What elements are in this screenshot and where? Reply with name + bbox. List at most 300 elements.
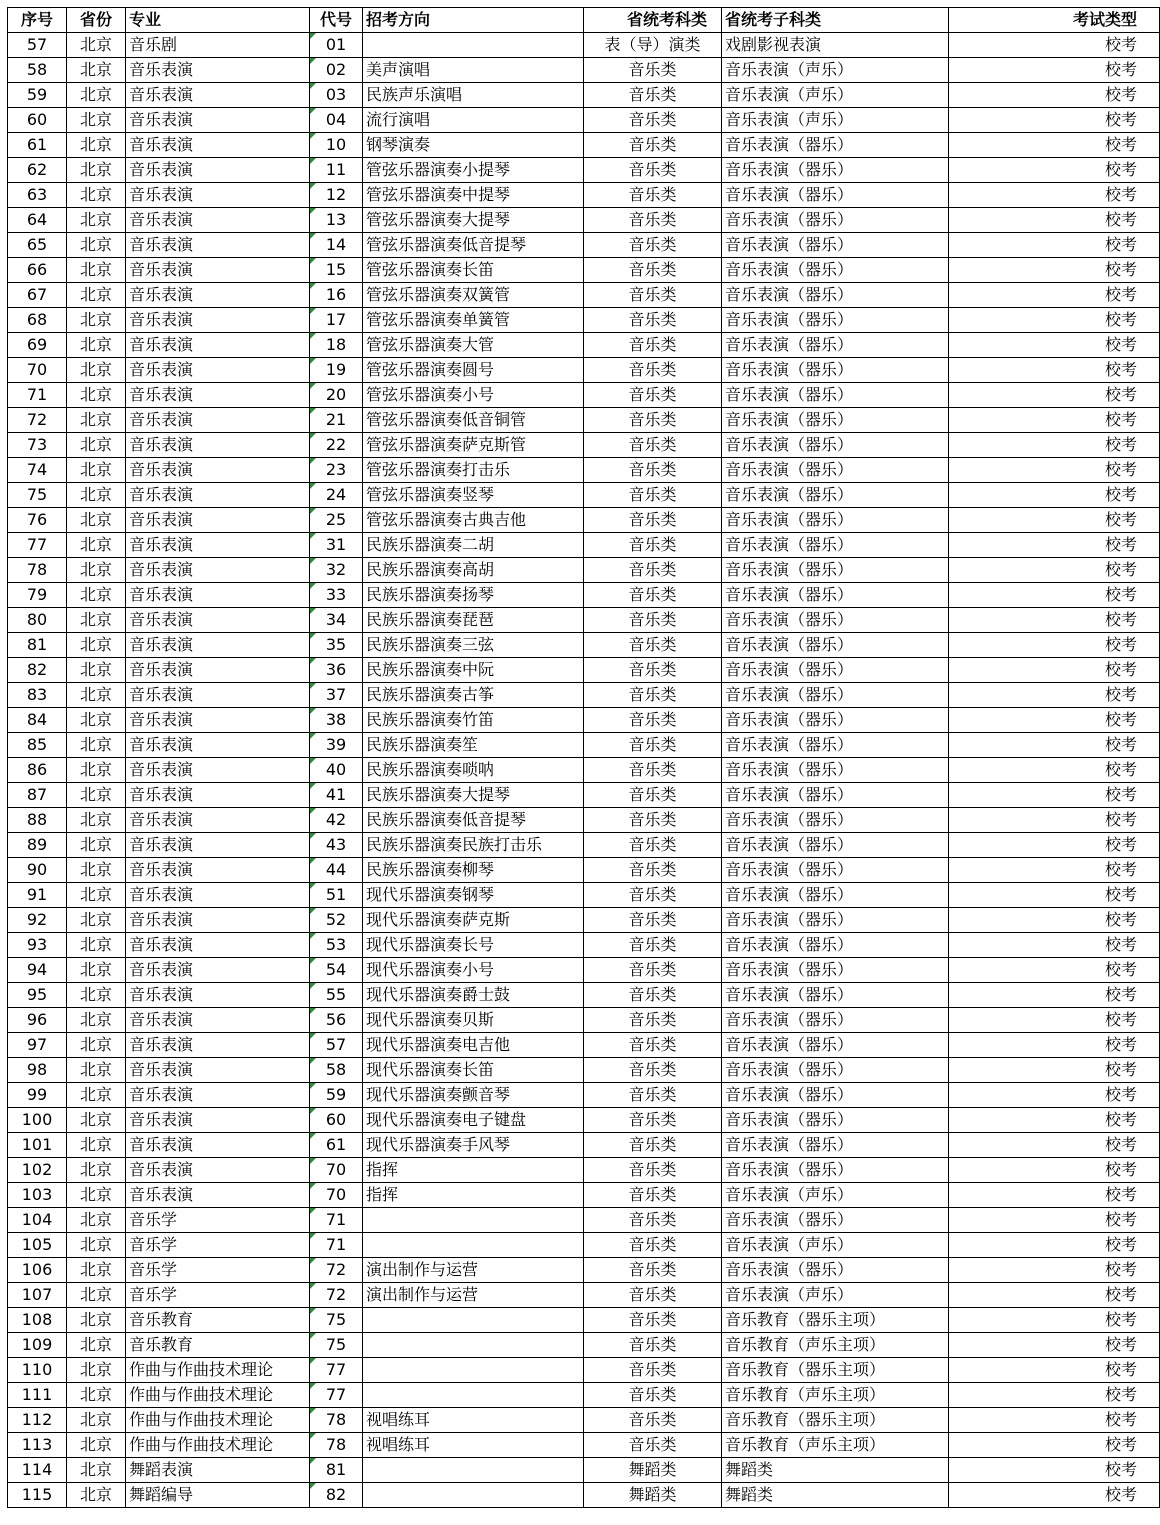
cell-subcategory: 音乐表演（声乐） [722, 83, 949, 108]
cell-category: 音乐类 [584, 958, 722, 983]
cell-code: 44 [310, 858, 363, 883]
cell-province: 北京 [67, 1483, 126, 1508]
cell-province: 北京 [67, 1408, 126, 1433]
cell-subcategory: 音乐教育（声乐主项） [722, 1333, 949, 1358]
cell-exam-type: 校考 [949, 158, 1160, 183]
cell-code: 39 [310, 733, 363, 758]
cell-category: 音乐类 [584, 983, 722, 1008]
cell-province: 北京 [67, 1083, 126, 1108]
table-row [8, 658, 1160, 683]
cell-exam-type: 校考 [949, 1333, 1160, 1358]
header-major: 专业 [126, 8, 310, 33]
cell-index: 100 [8, 1108, 67, 1133]
cell-index: 109 [8, 1333, 67, 1358]
cell-direction: 民族乐器演奏柳琴 [363, 858, 584, 883]
admissions-table [7, 7, 1160, 1508]
cell-category: 音乐类 [584, 108, 722, 133]
cell-direction: 民族乐器演奏三弦 [363, 633, 584, 658]
cell-major: 音乐教育 [126, 1308, 310, 1333]
cell-subcategory: 音乐表演（器乐） [722, 633, 949, 658]
table-row [8, 558, 1160, 583]
cell-subcategory: 音乐表演（声乐） [722, 58, 949, 83]
cell-subcategory: 音乐表演（器乐） [722, 133, 949, 158]
cell-code: 01 [310, 33, 363, 58]
cell-category: 音乐类 [584, 733, 722, 758]
cell-code: 54 [310, 958, 363, 983]
cell-major: 音乐表演 [126, 283, 310, 308]
table-row [8, 808, 1160, 833]
cell-province: 北京 [67, 1108, 126, 1133]
cell-exam-type: 校考 [949, 733, 1160, 758]
table-row [8, 458, 1160, 483]
cell-subcategory: 舞蹈类 [722, 1458, 949, 1483]
cell-province: 北京 [67, 1283, 126, 1308]
cell-subcategory: 音乐教育（器乐主项） [722, 1358, 949, 1383]
cell-index: 76 [8, 508, 67, 533]
cell-code: 04 [310, 108, 363, 133]
cell-code: 14 [310, 233, 363, 258]
cell-major: 音乐表演 [126, 583, 310, 608]
table-row [8, 258, 1160, 283]
cell-code: 77 [310, 1383, 363, 1408]
cell-index: 98 [8, 1058, 67, 1083]
cell-major: 音乐学 [126, 1283, 310, 1308]
header-exam-type: 考试类型 [949, 8, 1160, 33]
cell-subcategory: 音乐表演（声乐） [722, 1283, 949, 1308]
cell-province: 北京 [67, 33, 126, 58]
cell-category: 音乐类 [584, 258, 722, 283]
cell-exam-type: 校考 [949, 1258, 1160, 1283]
cell-direction: 管弦乐器演奏双簧管 [363, 283, 584, 308]
table-row [8, 1233, 1160, 1258]
cell-province: 北京 [67, 208, 126, 233]
cell-code: 36 [310, 658, 363, 683]
cell-direction: 现代乐器演奏贝斯 [363, 1008, 584, 1033]
table-row [8, 108, 1160, 133]
cell-province: 北京 [67, 508, 126, 533]
cell-direction: 现代乐器演奏长号 [363, 933, 584, 958]
cell-province: 北京 [67, 583, 126, 608]
cell-subcategory: 音乐表演（器乐） [722, 283, 949, 308]
cell-category: 音乐类 [584, 633, 722, 658]
cell-exam-type: 校考 [949, 308, 1160, 333]
cell-index: 104 [8, 1208, 67, 1233]
table-row [8, 1408, 1160, 1433]
cell-major: 音乐表演 [126, 733, 310, 758]
cell-direction: 民族乐器演奏中阮 [363, 658, 584, 683]
cell-exam-type: 校考 [949, 508, 1160, 533]
cell-index: 62 [8, 158, 67, 183]
cell-code: 53 [310, 933, 363, 958]
cell-code: 81 [310, 1458, 363, 1483]
table-row [8, 733, 1160, 758]
cell-category: 音乐类 [584, 158, 722, 183]
table-row [8, 1483, 1160, 1508]
cell-code: 52 [310, 908, 363, 933]
cell-direction: 民族乐器演奏唢呐 [363, 758, 584, 783]
cell-code: 72 [310, 1283, 363, 1308]
cell-index: 67 [8, 283, 67, 308]
cell-category: 音乐类 [584, 383, 722, 408]
table-row [8, 683, 1160, 708]
cell-province: 北京 [67, 483, 126, 508]
cell-subcategory: 音乐表演（声乐） [722, 108, 949, 133]
cell-province: 北京 [67, 258, 126, 283]
cell-category: 音乐类 [584, 1258, 722, 1283]
cell-exam-type: 校考 [949, 1408, 1160, 1433]
cell-major: 音乐表演 [126, 1158, 310, 1183]
cell-exam-type: 校考 [949, 233, 1160, 258]
cell-exam-type: 校考 [949, 283, 1160, 308]
cell-subcategory: 音乐表演（器乐） [722, 658, 949, 683]
cell-major: 音乐表演 [126, 1108, 310, 1133]
cell-subcategory: 音乐表演（器乐） [722, 533, 949, 558]
cell-subcategory: 音乐表演（器乐） [722, 158, 949, 183]
cell-subcategory: 戏剧影视表演 [722, 33, 949, 58]
cell-exam-type: 校考 [949, 1133, 1160, 1158]
cell-major: 音乐表演 [126, 958, 310, 983]
cell-index: 87 [8, 783, 67, 808]
cell-province: 北京 [67, 433, 126, 458]
cell-index: 75 [8, 483, 67, 508]
cell-code: 78 [310, 1408, 363, 1433]
cell-direction: 视唱练耳 [363, 1433, 584, 1458]
table-row [8, 958, 1160, 983]
cell-index: 97 [8, 1033, 67, 1058]
cell-direction: 演出制作与运营 [363, 1258, 584, 1283]
cell-direction: 现代乐器演奏钢琴 [363, 883, 584, 908]
cell-subcategory: 音乐表演（器乐） [722, 1033, 949, 1058]
cell-index: 99 [8, 1083, 67, 1108]
cell-code: 35 [310, 633, 363, 658]
cell-category: 音乐类 [584, 408, 722, 433]
cell-exam-type: 校考 [949, 983, 1160, 1008]
cell-category: 音乐类 [584, 1358, 722, 1383]
table-row [8, 83, 1160, 108]
table-row [8, 608, 1160, 633]
cell-index: 95 [8, 983, 67, 1008]
cell-code: 71 [310, 1208, 363, 1233]
cell-major: 音乐表演 [126, 708, 310, 733]
cell-major: 音乐表演 [126, 1133, 310, 1158]
cell-exam-type: 校考 [949, 33, 1160, 58]
cell-exam-type: 校考 [949, 1033, 1160, 1058]
cell-major: 音乐表演 [126, 883, 310, 908]
table-row [8, 158, 1160, 183]
cell-index: 60 [8, 108, 67, 133]
cell-major: 作曲与作曲技术理论 [126, 1383, 310, 1408]
cell-category: 音乐类 [584, 183, 722, 208]
cell-exam-type: 校考 [949, 1358, 1160, 1383]
cell-major: 音乐表演 [126, 658, 310, 683]
cell-direction: 民族声乐演唱 [363, 83, 584, 108]
cell-major: 音乐表演 [126, 633, 310, 658]
cell-direction: 民族乐器演奏笙 [363, 733, 584, 758]
cell-direction [363, 1333, 584, 1358]
cell-index: 106 [8, 1258, 67, 1283]
cell-index: 84 [8, 708, 67, 733]
cell-province: 北京 [67, 958, 126, 983]
cell-direction: 管弦乐器演奏单簧管 [363, 308, 584, 333]
cell-category: 音乐类 [584, 308, 722, 333]
cell-index: 65 [8, 233, 67, 258]
table-row [8, 908, 1160, 933]
cell-subcategory: 音乐教育（器乐主项） [722, 1408, 949, 1433]
cell-code: 11 [310, 158, 363, 183]
table-row [8, 1333, 1160, 1358]
cell-code: 41 [310, 783, 363, 808]
cell-code: 24 [310, 483, 363, 508]
table-row [8, 1158, 1160, 1183]
cell-province: 北京 [67, 933, 126, 958]
cell-code: 31 [310, 533, 363, 558]
cell-major: 音乐表演 [126, 358, 310, 383]
cell-exam-type: 校考 [949, 183, 1160, 208]
cell-subcategory: 音乐表演（器乐） [722, 583, 949, 608]
cell-major: 音乐学 [126, 1208, 310, 1233]
cell-direction: 管弦乐器演奏打击乐 [363, 458, 584, 483]
cell-subcategory: 音乐表演（器乐） [722, 233, 949, 258]
cell-code: 58 [310, 1058, 363, 1083]
header-subcategory: 省统考子科类 [722, 8, 949, 33]
cell-index: 80 [8, 608, 67, 633]
cell-province: 北京 [67, 558, 126, 583]
cell-code: 78 [310, 1433, 363, 1458]
cell-major: 音乐表演 [126, 133, 310, 158]
cell-category: 音乐类 [584, 58, 722, 83]
cell-exam-type: 校考 [949, 1058, 1160, 1083]
cell-exam-type: 校考 [949, 758, 1160, 783]
cell-subcategory: 音乐表演（器乐） [722, 1108, 949, 1133]
cell-category: 音乐类 [584, 233, 722, 258]
cell-province: 北京 [67, 1358, 126, 1383]
cell-subcategory: 音乐表演（器乐） [722, 208, 949, 233]
cell-province: 北京 [67, 458, 126, 483]
cell-category: 音乐类 [584, 508, 722, 533]
cell-category: 音乐类 [584, 708, 722, 733]
cell-major: 音乐表演 [126, 508, 310, 533]
cell-direction: 现代乐器演奏小号 [363, 958, 584, 983]
cell-direction: 管弦乐器演奏长笛 [363, 258, 584, 283]
cell-subcategory: 音乐表演（器乐） [722, 1058, 949, 1083]
cell-major: 音乐表演 [126, 683, 310, 708]
cell-subcategory: 音乐表演（器乐） [722, 858, 949, 883]
cell-direction [363, 1308, 584, 1333]
cell-province: 北京 [67, 708, 126, 733]
cell-major: 音乐表演 [126, 783, 310, 808]
cell-major: 作曲与作曲技术理论 [126, 1433, 310, 1458]
cell-code: 82 [310, 1483, 363, 1508]
cell-category: 音乐类 [584, 1008, 722, 1033]
table-row [8, 1208, 1160, 1233]
table-row [8, 533, 1160, 558]
cell-category: 音乐类 [584, 858, 722, 883]
table-row [8, 133, 1160, 158]
cell-major: 音乐表演 [126, 1183, 310, 1208]
table-row [8, 1283, 1160, 1308]
cell-code: 40 [310, 758, 363, 783]
cell-subcategory: 音乐表演（器乐） [722, 1258, 949, 1283]
cell-major: 音乐表演 [126, 258, 310, 283]
cell-exam-type: 校考 [949, 58, 1160, 83]
cell-code: 13 [310, 208, 363, 233]
cell-exam-type: 校考 [949, 1208, 1160, 1233]
cell-direction: 民族乐器演奏大提琴 [363, 783, 584, 808]
cell-exam-type: 校考 [949, 408, 1160, 433]
cell-exam-type: 校考 [949, 558, 1160, 583]
cell-direction: 管弦乐器演奏萨克斯管 [363, 433, 584, 458]
table-row [8, 408, 1160, 433]
cell-category: 音乐类 [584, 1133, 722, 1158]
cell-subcategory: 音乐表演（器乐） [722, 808, 949, 833]
cell-direction: 管弦乐器演奏小号 [363, 383, 584, 408]
cell-exam-type: 校考 [949, 258, 1160, 283]
cell-subcategory: 音乐表演（器乐） [722, 408, 949, 433]
cell-subcategory: 音乐表演（器乐） [722, 383, 949, 408]
cell-category: 音乐类 [584, 1383, 722, 1408]
cell-exam-type: 校考 [949, 583, 1160, 608]
cell-category: 音乐类 [584, 1408, 722, 1433]
cell-exam-type: 校考 [949, 783, 1160, 808]
cell-subcategory: 音乐表演（器乐） [722, 683, 949, 708]
cell-province: 北京 [67, 1333, 126, 1358]
cell-exam-type: 校考 [949, 1233, 1160, 1258]
cell-code: 37 [310, 683, 363, 708]
cell-category: 音乐类 [584, 1083, 722, 1108]
cell-province: 北京 [67, 1233, 126, 1258]
cell-major: 音乐表演 [126, 1008, 310, 1033]
cell-code: 59 [310, 1083, 363, 1108]
cell-index: 86 [8, 758, 67, 783]
cell-code: 70 [310, 1158, 363, 1183]
cell-code: 32 [310, 558, 363, 583]
cell-category: 音乐类 [584, 808, 722, 833]
cell-province: 北京 [67, 358, 126, 383]
table-row [8, 883, 1160, 908]
cell-direction: 民族乐器演奏琵琶 [363, 608, 584, 633]
cell-major: 音乐表演 [126, 1033, 310, 1058]
cell-exam-type: 校考 [949, 1008, 1160, 1033]
cell-province: 北京 [67, 1133, 126, 1158]
cell-category: 音乐类 [584, 1208, 722, 1233]
cell-code: 02 [310, 58, 363, 83]
cell-direction: 管弦乐器演奏古典吉他 [363, 508, 584, 533]
cell-major: 音乐表演 [126, 833, 310, 858]
cell-major: 音乐表演 [126, 158, 310, 183]
cell-direction [363, 1208, 584, 1233]
cell-code: 21 [310, 408, 363, 433]
cell-index: 61 [8, 133, 67, 158]
cell-category: 舞蹈类 [584, 1458, 722, 1483]
cell-subcategory: 舞蹈类 [722, 1483, 949, 1508]
cell-subcategory: 音乐表演（器乐） [722, 783, 949, 808]
cell-subcategory: 音乐表演（器乐） [722, 983, 949, 1008]
cell-exam-type: 校考 [949, 1158, 1160, 1183]
header-province: 省份 [67, 8, 126, 33]
table-row [8, 208, 1160, 233]
cell-subcategory: 音乐教育（器乐主项） [722, 1308, 949, 1333]
cell-province: 北京 [67, 333, 126, 358]
cell-category: 音乐类 [584, 1433, 722, 1458]
cell-province: 北京 [67, 108, 126, 133]
cell-category: 音乐类 [584, 608, 722, 633]
cell-index: 70 [8, 358, 67, 383]
cell-direction: 管弦乐器演奏大管 [363, 333, 584, 358]
cell-subcategory: 音乐表演（器乐） [722, 1008, 949, 1033]
table-row [8, 33, 1160, 58]
cell-direction: 管弦乐器演奏大提琴 [363, 208, 584, 233]
table-body [8, 33, 1160, 1508]
cell-province: 北京 [67, 908, 126, 933]
table-row [8, 1008, 1160, 1033]
cell-major: 音乐剧 [126, 33, 310, 58]
cell-subcategory: 音乐表演（器乐） [722, 1083, 949, 1108]
table-row [8, 1258, 1160, 1283]
cell-index: 57 [8, 33, 67, 58]
cell-major: 音乐表演 [126, 758, 310, 783]
cell-major: 音乐表演 [126, 1083, 310, 1108]
table-row [8, 583, 1160, 608]
cell-code: 34 [310, 608, 363, 633]
cell-index: 66 [8, 258, 67, 283]
cell-exam-type: 校考 [949, 633, 1160, 658]
cell-major: 音乐表演 [126, 333, 310, 358]
cell-category: 音乐类 [584, 1108, 722, 1133]
cell-code: 22 [310, 433, 363, 458]
cell-category: 音乐类 [584, 133, 722, 158]
cell-exam-type: 校考 [949, 683, 1160, 708]
table-row [8, 358, 1160, 383]
cell-index: 74 [8, 458, 67, 483]
cell-code: 38 [310, 708, 363, 733]
cell-province: 北京 [67, 608, 126, 633]
cell-major: 音乐表演 [126, 908, 310, 933]
cell-subcategory: 音乐表演（器乐） [722, 933, 949, 958]
table-row [8, 933, 1160, 958]
cell-direction: 钢琴演奏 [363, 133, 584, 158]
table-row [8, 1108, 1160, 1133]
cell-direction: 民族乐器演奏民族打击乐 [363, 833, 584, 858]
cell-code: 56 [310, 1008, 363, 1033]
cell-major: 音乐学 [126, 1233, 310, 1258]
cell-exam-type: 校考 [949, 1108, 1160, 1133]
cell-index: 103 [8, 1183, 67, 1208]
cell-province: 北京 [67, 183, 126, 208]
cell-code: 75 [310, 1308, 363, 1333]
cell-major: 音乐表演 [126, 208, 310, 233]
cell-category: 音乐类 [584, 83, 722, 108]
cell-category: 音乐类 [584, 933, 722, 958]
cell-province: 北京 [67, 833, 126, 858]
cell-category: 音乐类 [584, 1233, 722, 1258]
cell-exam-type: 校考 [949, 1083, 1160, 1108]
cell-index: 113 [8, 1433, 67, 1458]
cell-subcategory: 音乐表演（器乐） [722, 958, 949, 983]
cell-direction: 管弦乐器演奏中提琴 [363, 183, 584, 208]
cell-major: 音乐表演 [126, 383, 310, 408]
cell-subcategory: 音乐表演（器乐） [722, 708, 949, 733]
cell-subcategory: 音乐表演（器乐） [722, 258, 949, 283]
cell-subcategory: 音乐表演（器乐） [722, 558, 949, 583]
cell-index: 115 [8, 1483, 67, 1508]
cell-major: 音乐表演 [126, 983, 310, 1008]
cell-province: 北京 [67, 733, 126, 758]
table-row [8, 1433, 1160, 1458]
cell-subcategory: 音乐表演（器乐） [722, 733, 949, 758]
table-row [8, 1183, 1160, 1208]
cell-index: 83 [8, 683, 67, 708]
cell-direction: 民族乐器演奏扬琴 [363, 583, 584, 608]
